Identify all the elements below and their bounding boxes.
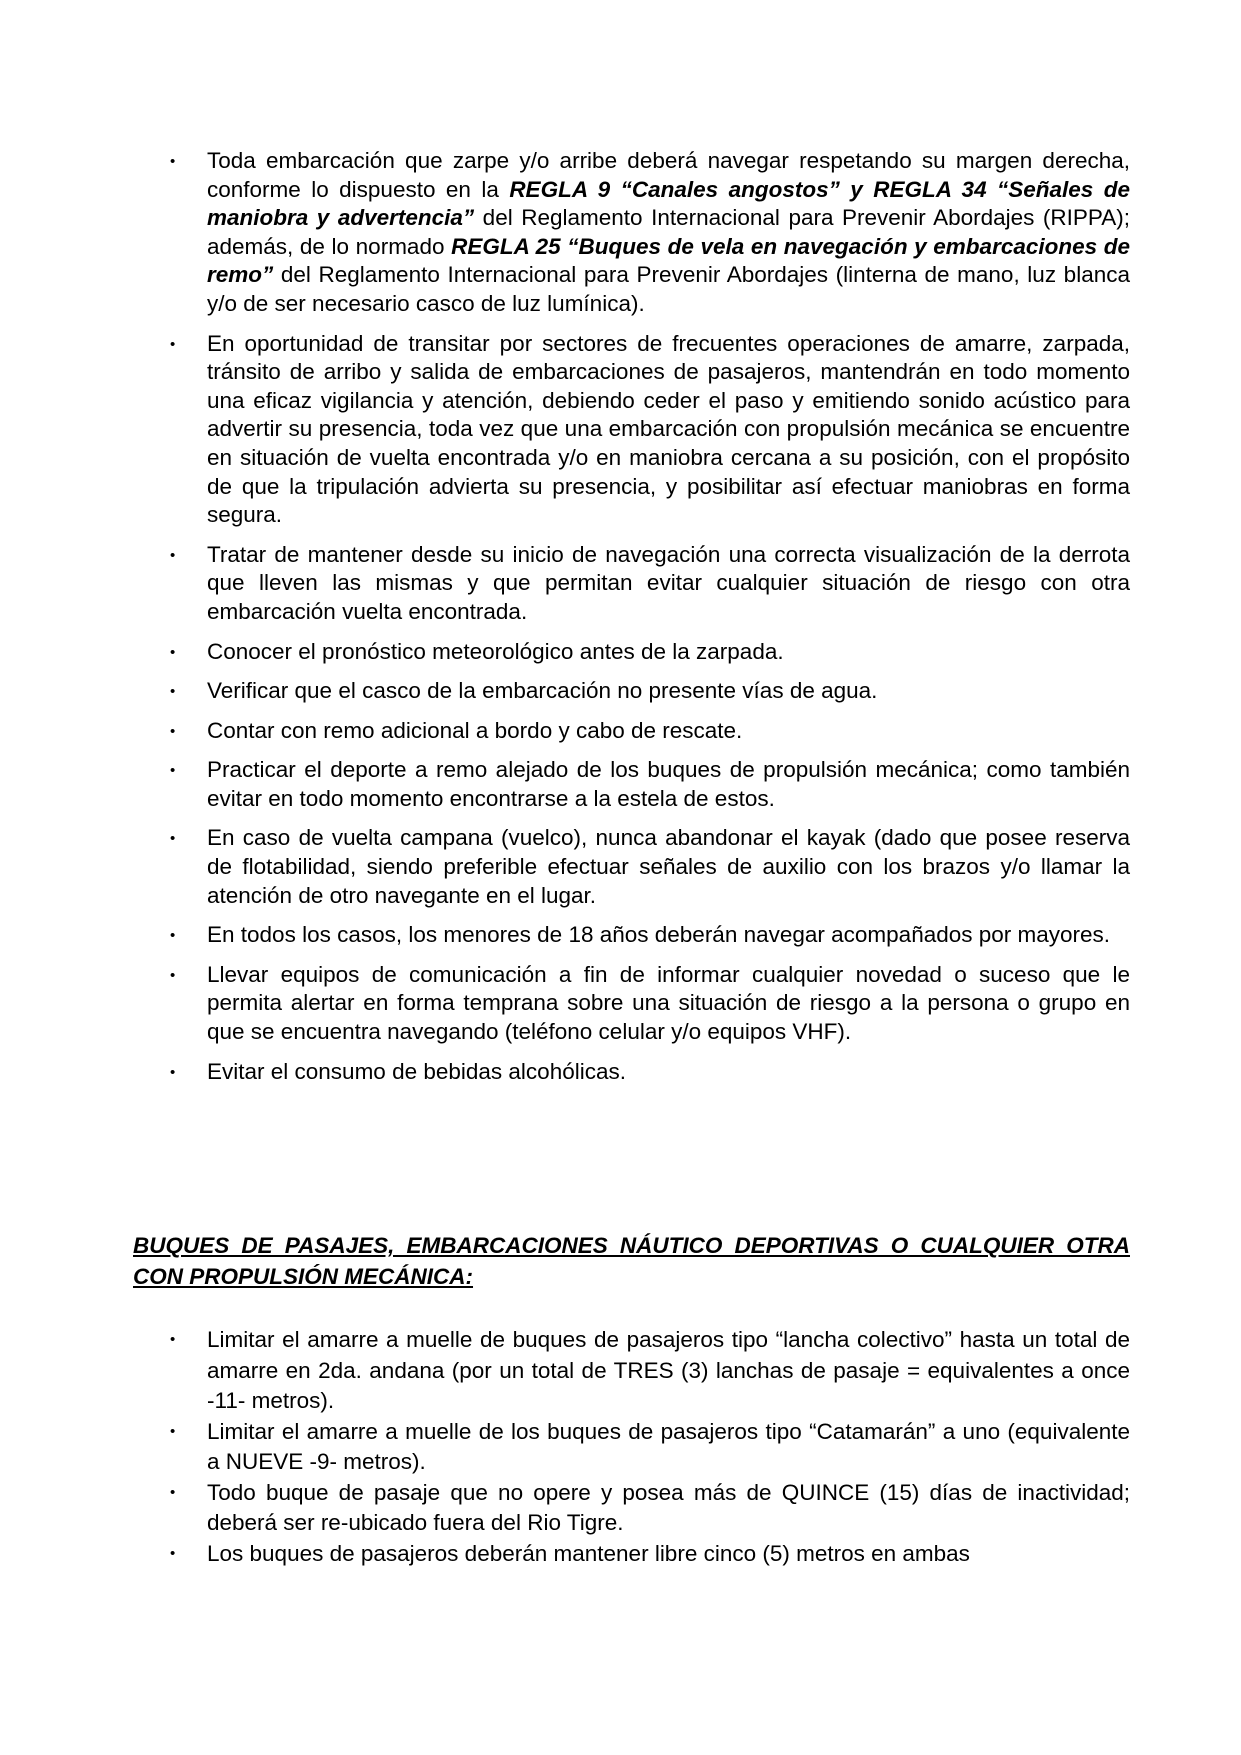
list-item [168, 921, 1130, 950]
section-heading: BUQUES DE PASAJES, EMBARCACIONES NÁUTICO DEPORTIVAS O CUALQUIER OTRA CON PROPULSIÓN MECÁNICA: [133, 1233, 1130, 1289]
rule-reference: REGLA 25 “Buques de vela en navegación y embarcaciones de remo” [207, 233, 1130, 288]
bullet-icon: • [170, 1063, 176, 1081]
bullet-icon: • [170, 722, 176, 740]
passenger-vessels-list [168, 1325, 1130, 1569]
list-item [168, 961, 1130, 1047]
bullet-icon: • [170, 683, 176, 701]
list-item [168, 330, 1130, 530]
item-text: En caso de vuelta campana (vuelco), nunca abandonar el kayak (dado que posee reserva de flotabilidad, siendo preferible efectuar señales de auxilio con los brazos y/o llamar la atención de otro navegante en el lugar. [207, 825, 1130, 908]
list-item [168, 677, 1130, 706]
bullet-icon: • [170, 927, 176, 945]
bullet-icon: • [170, 153, 176, 170]
bullet-icon: • [170, 1544, 176, 1562]
item-text: Los buques de pasajeros deberán mantener libre cinco (5) metros en ambas [207, 1540, 970, 1566]
rule-reference: REGLA 9 “Canales angostos” y REGLA 34 “Señales de maniobra y advertencia” [207, 176, 1130, 231]
bullet-icon: • [170, 830, 176, 848]
list-item [168, 824, 1130, 910]
bullet-icon: • [170, 1331, 176, 1348]
item-text: Todo buque de pasaje que no opere y posea más de QUINCE (15) días de inactividad; deberá ser re-ubicado fuera del Rio Tigre. [207, 1479, 1130, 1535]
list-item [168, 638, 1130, 667]
bullet-icon: • [170, 546, 176, 564]
recommendations-list [168, 147, 1130, 1097]
item-text: En todos los casos, los menores de 18 años deberán navegar acompañados por mayores. [207, 922, 1111, 948]
item-text: Evitar el consumo de bebidas alcohólicas. [207, 1058, 626, 1084]
list-item [168, 541, 1130, 627]
list-item [168, 1417, 1130, 1478]
item-text: Llevar equipos de comunicación a fin de informar cualquier novedad o suceso que le permita alertar en forma temprana sobre una situación de riesgo a la persona o grupo en que se encuentra navegando (teléfono celular y/o equipos VHF). [207, 961, 1130, 1045]
item-text: Conocer el pronóstico meteorológico antes de la zarpada. [207, 638, 784, 664]
list-item [168, 1058, 1130, 1087]
list-item [168, 1325, 1130, 1417]
item-text: Verificar que el casco de la embarcación no presente vías de agua. [207, 678, 878, 704]
list-item [168, 717, 1130, 746]
bullet-icon: • [170, 1422, 176, 1440]
list-item [168, 1478, 1130, 1539]
item-text: Tratar de mantener desde su inicio de navegación una correcta visualización de la derrota que lleven las mismas y que permitan evitar cualquier situación de riesgo con otra embarcación vuelta encontrada. [207, 541, 1130, 624]
item-text: Practicar el deporte a remo alejado de los buques de propulsión mecánica; como también evitar en todo momento encontrarse a la estela de estos. [207, 757, 1130, 811]
item-text: Contar con remo adicional a bordo y cabo de rescate. [207, 717, 743, 743]
bullet-icon: • [170, 762, 176, 780]
bullet-icon: • [170, 643, 176, 661]
bullet-icon: • [170, 1483, 176, 1501]
bullet-icon: • [170, 335, 176, 353]
list-item [168, 1539, 1130, 1570]
item-text-segment: del Reglamento Internacional para Prevenir Abordajes (linterna de mano, luz blanca y/o de ser necesario casco de luz lumínica). [207, 262, 1130, 316]
item-text: Limitar el amarre a muelle de los buques de pasajeros tipo “Catamarán” a uno (equivalente a NUEVE -9- metros). [207, 1418, 1130, 1474]
list-item [168, 756, 1130, 813]
bullet-icon: • [170, 966, 176, 984]
item-text: En oportunidad de transitar por sectores de frecuentes operaciones de amarre, zarpada, tránsito de arribo y salida de embarcaciones de pasajeros, mantendrán en todo momento una eficaz vigilancia y atención, debiendo ceder el paso y emitiendo sonido acústico para advertir su presencia, toda vez que una embarcación con propulsión mecánica se encuentre en situación de vuelta encontrada y/o en maniobra cercana a su posición, con el propósito de que la tripulación advierta su presencia, y posibilitar así efectuar maniobras en forma segura. [207, 330, 1130, 528]
item-text: Limitar el amarre a muelle de buques de pasajeros tipo “lancha colectivo” hasta un total de amarre en 2da. andana (por un total de TRES (3) lanchas de pasaje = equivalentes a once -11- metros). [207, 1327, 1130, 1413]
item-text-segment: Toda embarcación que zarpe y/o arribe deberá navegar respetando su margen derecha, conforme lo dispuesto en la [207, 148, 1130, 202]
list-item [168, 147, 1130, 319]
item-text-segment: del Reglamento Internacional para Prevenir Abordajes (RIPPA); además, de lo normado [207, 205, 1130, 259]
